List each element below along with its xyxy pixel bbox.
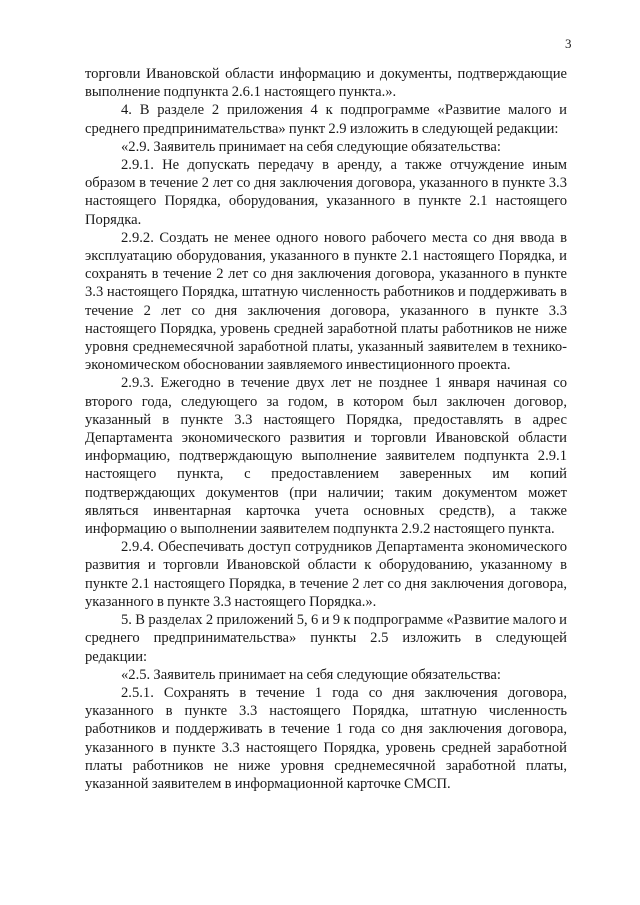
paragraph-2-9-3: 2.9.3. Ежегодно в течение двух лет не позднее 1 января начиная со второго года, следующего за годом, в котором был заключен договор, указанный в пункте 3.3 настоящего Порядка, предоставлять в адрес Департамента экономического развития и торговли Ивановской области информацию, подтверждающую выполнение заявителем подпункта 2.9.1 настоящего пункта, с предоставлением заверенных им копий подтверждающих документов (при наличии; таким документом может являться инвентарная карточка учета основных средств), а также информацию о выполнении заявителем подпункта 2.9.2 настоящего пункта.: [85, 375, 567, 538]
paragraph-2-9-2: 2.9.2. Создать не менее одного нового рабочего места со дня ввода в эксплуатацию оборудования, указанного в пункте 2.1 настоящего Порядка, и сохранять в течение 2 лет со дня заключения договора, указанного в пункте 3.3 настоящего Порядка, штатную численность работников и поддерживать в течение 2 лет со дня заключения договора, указанного в пункте 3.3 настоящего Порядка, уровень средней заработной платы работников не ниже уровня среднемесячной заработной платы, указанный заявителем в технико-экономическом обосновании заявляемого инвестиционного проекта.: [85, 229, 567, 374]
paragraph-item-4: 4. В разделе 2 приложения 4 к подпрограмме «Развитие малого и среднего предпринимательства» пункт 2.9 изложить в следующей редакции:: [85, 102, 567, 137]
paragraph-2-5-1: 2.5.1. Сохранять в течение 1 года со дня заключения договора, указанного в пункте 3.3 настоящего Порядка, штатную численность работников и поддерживать в течение 1 года со дня заключения договора, указанного в пункте 3.3 настоящего Порядка, уровень средней заработной платы работников не ниже уровня среднемесячной заработной платы, указанной заявителем в информационной карточке СМСП.: [85, 684, 567, 792]
paragraph-continuation: торговли Ивановской области информацию и документы, подтверждающие выполнение подпункта 2.6.1 настоящего пункта.».: [85, 66, 567, 101]
paragraph-item-5: 5. В разделах 2 приложений 5, 6 и 9 к подпрограмме «Развитие малого и среднего предпринимательства» пункты 2.5 изложить в следующей редакции:: [85, 612, 567, 665]
page-number: 3: [565, 36, 572, 51]
document-body: [85, 65, 567, 793]
paragraph-2-9-4: 2.9.4. Обеспечивать доступ сотрудников Департамента экономического развития и торговли Ивановской области к оборудованию, указанному в пункте 2.1 настоящего Порядка, в течение 2 лет со дня заключения договора, указанного в пункте 3.3 настоящего Порядка.».: [85, 539, 567, 610]
paragraph-2-9-heading: «2.9. Заявитель принимает на себя следующие обязательства:: [121, 138, 501, 155]
paragraph-2-5-heading: «2.5. Заявитель принимает на себя следующие обязательства:: [121, 666, 501, 683]
paragraph-2-9-1: 2.9.1. Не допускать передачу в аренду, а также отчуждение иным образом в течение 2 лет со дня заключения договора, указанного в пункте 3.3 настоящего Порядка, оборудования, указанного в пункте 2.1 настоящего Порядка.: [85, 157, 567, 228]
